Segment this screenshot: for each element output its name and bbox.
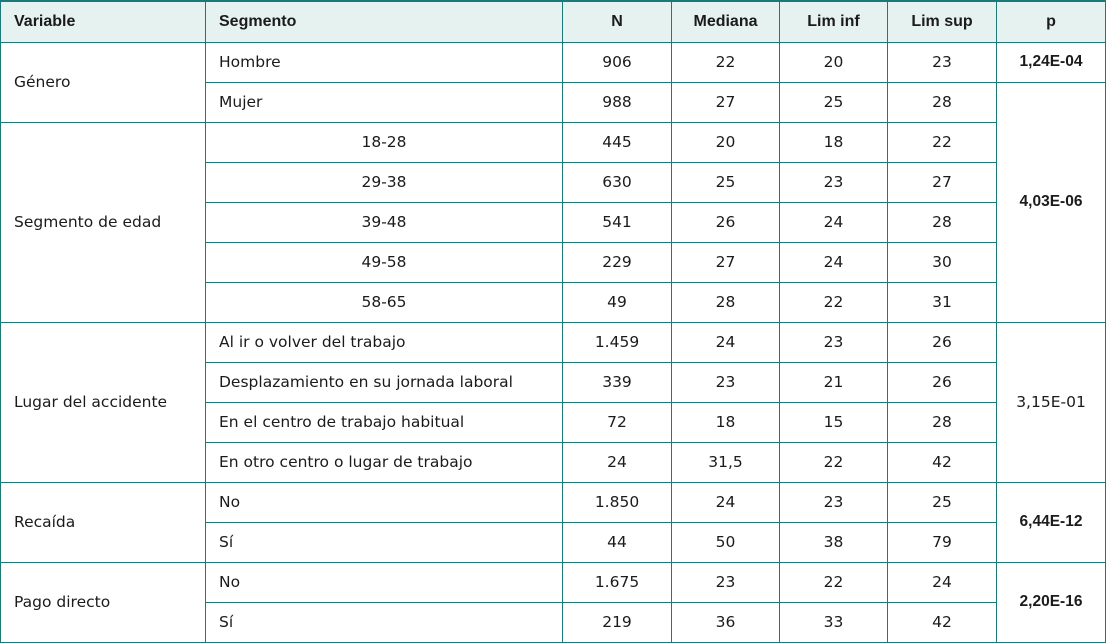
median-cell: 24	[672, 482, 780, 522]
lim-sup-cell: 28	[888, 202, 997, 242]
segment-cell: Al ir o volver del trabajo	[206, 322, 563, 362]
lim-inf-cell: 18	[780, 122, 888, 162]
segment-cell: Hombre	[206, 42, 563, 82]
n-cell: 906	[563, 42, 672, 82]
median-cell: 18	[672, 402, 780, 442]
segment-cell: En el centro de trabajo habitual	[206, 402, 563, 442]
median-cell: 24	[672, 322, 780, 362]
lim-inf-cell: 22	[780, 442, 888, 482]
table-row	[1, 42, 1106, 82]
median-cell: 50	[672, 522, 780, 562]
median-cell: 28	[672, 282, 780, 322]
lim-sup-cell: 28	[888, 82, 997, 122]
n-cell: 72	[563, 402, 672, 442]
lim-inf-cell: 22	[780, 282, 888, 322]
segment-cell: 58-65	[206, 282, 563, 322]
p-value-cell: 1,24E-04	[997, 42, 1106, 82]
header-lim-inf: Lim inf	[780, 1, 888, 42]
median-cell: 20	[672, 122, 780, 162]
lim-sup-cell: 26	[888, 362, 997, 402]
lim-sup-cell: 26	[888, 322, 997, 362]
variable-cell: Pago directo	[1, 562, 206, 642]
lim-sup-cell: 28	[888, 402, 997, 442]
lim-sup-cell: 25	[888, 482, 997, 522]
variable-cell: Lugar del accidente	[1, 322, 206, 482]
table-row	[1, 482, 1106, 522]
median-cell: 26	[672, 202, 780, 242]
variable-cell: Recaída	[1, 482, 206, 562]
segment-cell: En otro centro o lugar de trabajo	[206, 442, 563, 482]
p-value-cell: 4,03E-06	[997, 82, 1106, 322]
median-cell: 23	[672, 562, 780, 602]
segment-cell: No	[206, 562, 563, 602]
lim-sup-cell: 24	[888, 562, 997, 602]
lim-inf-cell: 23	[780, 322, 888, 362]
n-cell: 1.675	[563, 562, 672, 602]
segment-cell: Mujer	[206, 82, 563, 122]
median-cell: 22	[672, 42, 780, 82]
lim-inf-cell: 38	[780, 522, 888, 562]
median-cell: 27	[672, 82, 780, 122]
lim-sup-cell: 42	[888, 602, 997, 642]
lim-inf-cell: 24	[780, 242, 888, 282]
lim-inf-cell: 15	[780, 402, 888, 442]
n-cell: 339	[563, 362, 672, 402]
n-cell: 49	[563, 282, 672, 322]
n-cell: 44	[563, 522, 672, 562]
lim-inf-cell: 24	[780, 202, 888, 242]
median-cell: 25	[672, 162, 780, 202]
lim-inf-cell: 23	[780, 482, 888, 522]
n-cell: 445	[563, 122, 672, 162]
table-row	[1, 322, 1106, 362]
segment-cell: Desplazamiento en su jornada laboral	[206, 362, 563, 402]
n-cell: 988	[563, 82, 672, 122]
header-row	[1, 1, 1106, 42]
median-cell: 36	[672, 602, 780, 642]
n-cell: 219	[563, 602, 672, 642]
header-n: N	[563, 1, 672, 42]
p-value-cell: 6,44E-12	[997, 482, 1106, 562]
lim-inf-cell: 23	[780, 162, 888, 202]
table-row	[1, 562, 1106, 602]
header-p: p	[997, 1, 1106, 42]
median-cell: 27	[672, 242, 780, 282]
lim-inf-cell: 25	[780, 82, 888, 122]
lim-inf-cell: 20	[780, 42, 888, 82]
lim-sup-cell: 42	[888, 442, 997, 482]
n-cell: 1.850	[563, 482, 672, 522]
n-cell: 1.459	[563, 322, 672, 362]
header-lim-sup: Lim sup	[888, 1, 997, 42]
n-cell: 229	[563, 242, 672, 282]
segment-cell: 18-28	[206, 122, 563, 162]
p-value-cell: 2,20E-16	[997, 562, 1106, 642]
segment-cell: 49-58	[206, 242, 563, 282]
segment-cell: 29-38	[206, 162, 563, 202]
median-cell: 23	[672, 362, 780, 402]
variable-cell: Género	[1, 42, 206, 122]
median-cell: 31,5	[672, 442, 780, 482]
segment-cell: Sí	[206, 602, 563, 642]
lim-sup-cell: 30	[888, 242, 997, 282]
segment-cell: 39-48	[206, 202, 563, 242]
lim-sup-cell: 22	[888, 122, 997, 162]
segment-cell: Sí	[206, 522, 563, 562]
lim-sup-cell: 79	[888, 522, 997, 562]
header-mediana: Mediana	[672, 1, 780, 42]
header-variable: Variable	[1, 1, 206, 42]
n-cell: 24	[563, 442, 672, 482]
table-row	[1, 122, 1106, 162]
variable-cell: Segmento de edad	[1, 122, 206, 322]
p-value-cell: 3,15E-01	[997, 322, 1106, 482]
lim-inf-cell: 22	[780, 562, 888, 602]
segment-cell: No	[206, 482, 563, 522]
n-cell: 630	[563, 162, 672, 202]
lim-sup-cell: 31	[888, 282, 997, 322]
header-segmento: Segmento	[206, 1, 563, 42]
lim-sup-cell: 23	[888, 42, 997, 82]
lim-sup-cell: 27	[888, 162, 997, 202]
lim-inf-cell: 33	[780, 602, 888, 642]
n-cell: 541	[563, 202, 672, 242]
lim-inf-cell: 21	[780, 362, 888, 402]
